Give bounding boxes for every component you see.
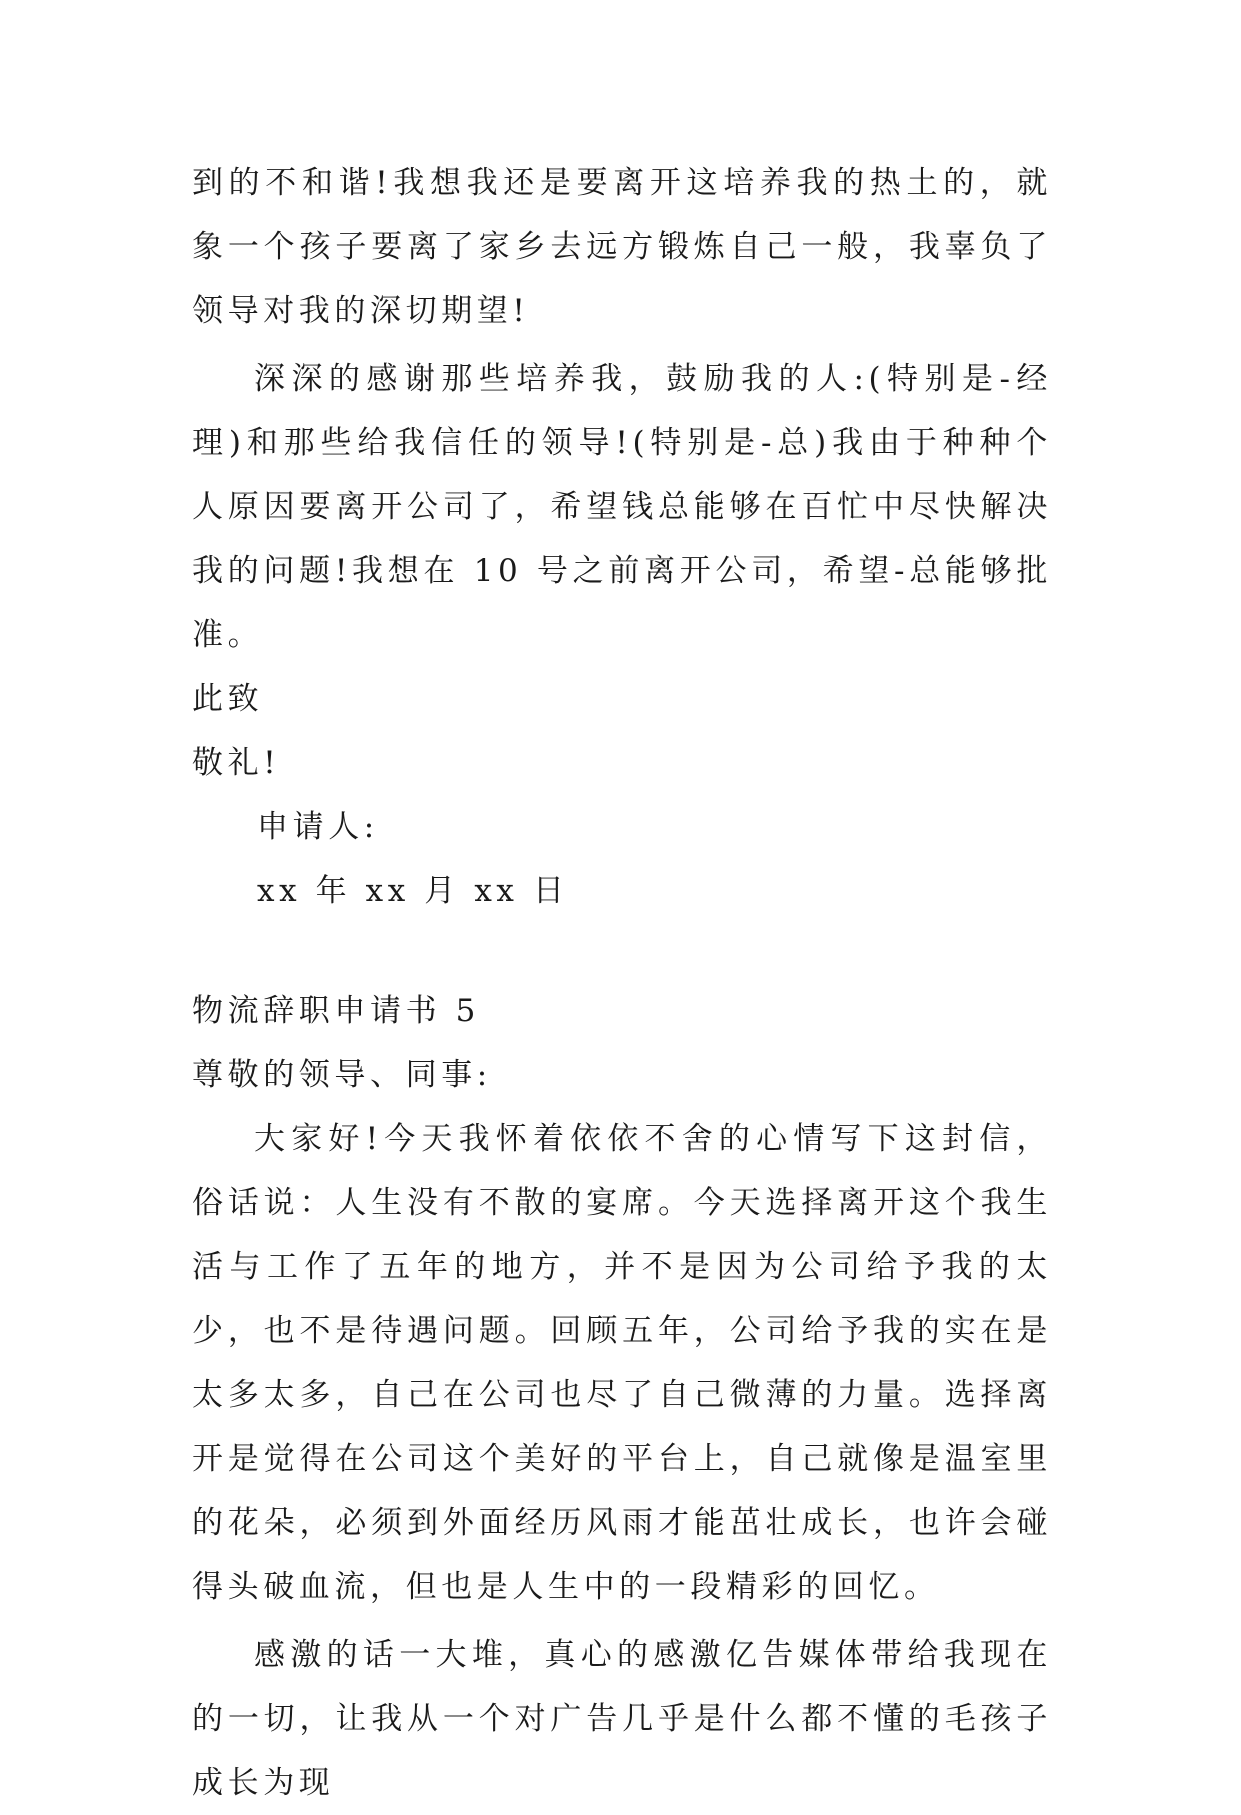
body-paragraph-continued: 到的不和谐!我想我还是要离开这培养我的热土的，就象一个孩子要离了家乡去远方锻炼自己一般，我辜负了领导对我的深切期望!	[192, 165, 1052, 329]
body-paragraph-farewell: 大家好!今天我怀着依依不舍的心情写下这封信，俗话说：人生没有不散的宴席。今天选择离开这个我生活与工作了五年的地方，并不是因为公司给予我的太少，也不是待遇问题。回顾五年，公司给予我的实在是太多太多，自己在公司也尽了自己微薄的力量。选择离开是觉得在公司这个美好的平台上，自己就像是温室里的花朵，必须到外面经历风雨才能茁壮成长，也许会碰得头破血流，但也是人生中的一段精彩的回忆。	[192, 1121, 1052, 1605]
closing-line-2: 敬礼!	[192, 745, 281, 781]
salutation: 尊敬的领导、同事:	[192, 1057, 492, 1093]
body-paragraph-thanks: 深深的感谢那些培养我，鼓励我的人:(特别是-经理)和那些给我信任的领导!(特别是-总)我由于种种个人原因要离开公司了，希望钱总能够在百忙中尽快解决我的问题!我想在 10 号之前离开公司，希望-总能够批准。	[192, 361, 1052, 653]
body-paragraph-gratitude: 感激的话一大堆，真心的感激亿告媒体带给我现在的一切，让我从一个对广告几乎是什么都不懂的毛孩子成长为现	[192, 1637, 1052, 1801]
closing-line-1: 此致	[192, 681, 264, 717]
section-title: 物流辞职申请书 5	[192, 993, 480, 1029]
date-line: xx 年 xx 月 xx 日	[257, 873, 569, 909]
document-body	[192, 151, 1052, 1815]
applicant-line: 申请人:	[257, 809, 379, 845]
